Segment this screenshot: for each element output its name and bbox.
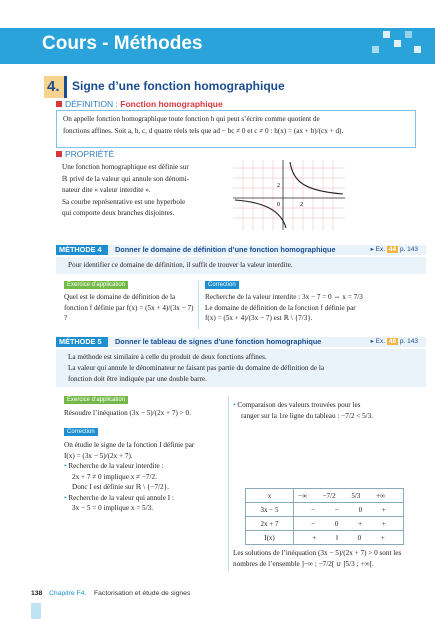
sign-table-value: +	[381, 519, 386, 528]
footer-chapter: Chapitre F4.	[49, 590, 87, 597]
sign-table-row	[246, 517, 404, 531]
method4-reference[interactable]	[371, 245, 418, 255]
sign-table-cell	[294, 489, 404, 503]
method5-correction-right	[233, 400, 418, 421]
sign-table-value: −7/2	[322, 491, 336, 500]
graph-grid	[233, 160, 345, 230]
exercise-line: fonction f définie par f(x) = (5x + 4)/(3x − 7) ?	[64, 303, 194, 322]
correction-line: f(x) = (5x + 4)/(3x − 7) est ℝ \ {7/3}.	[205, 314, 313, 322]
method5-divider	[228, 396, 229, 571]
conclusion-line: nombres de l’ensemble ]−∞ ; −7/2[ ∪ ]5/3 ; +∞[.	[233, 559, 374, 568]
sign-table-row	[246, 503, 404, 517]
sign-table-value: +	[381, 505, 386, 514]
bullet-icon: •	[64, 493, 69, 502]
correction-line: Le domaine de définition de la fonction f définie par	[205, 303, 356, 312]
correction-line: 2x + 7 ≠ 0 implique x ≠ −7/2.	[72, 472, 157, 481]
definition-name: Fonction homographique	[120, 99, 223, 109]
decor-square	[372, 46, 379, 53]
sign-table-value: 5/3	[351, 491, 361, 500]
method4-ref-prefix: Ex.	[375, 246, 386, 253]
page-title: Cours - Méthodes	[42, 33, 203, 54]
sign-table-cell	[294, 517, 404, 531]
method4-correction-tag: Correction	[205, 281, 239, 289]
method4-exercise	[64, 292, 194, 324]
definition-heading	[65, 99, 223, 109]
intro-line: fonction doit être indiquée par une double barre.	[68, 375, 207, 383]
conclusion-line: Les solutions de l’inéquation (3x − 5)/(2x + 7) > 0 sont les	[233, 549, 402, 557]
definition-box	[56, 110, 416, 148]
correction-line	[64, 461, 224, 472]
reference-arrow-icon: ▸	[370, 246, 374, 253]
property-heading: PROPRIÉTÉ	[65, 149, 115, 159]
graph-y-tick: 2	[277, 183, 280, 189]
definition-line-1: On appelle fonction homographique toute fonction h qui peut s’écrire comme quotient de	[63, 115, 320, 123]
method4-title: Donner le domaine de définition d’une fonction homographique	[115, 245, 336, 254]
section-number-bar	[64, 76, 67, 98]
method4-ref-num: 44	[388, 246, 397, 253]
sign-table-value: +	[380, 533, 385, 542]
footer-bar	[31, 603, 41, 619]
method4-label: MÉTHODE 4	[56, 245, 108, 255]
correction-line	[64, 493, 224, 504]
property-line: Une fonction homographique est définie sur	[62, 163, 189, 171]
correction-text: Recherche de la valeur interdite :	[68, 462, 164, 470]
method4-correction	[205, 292, 420, 324]
method5-ref-num: 48	[388, 338, 397, 345]
method5-correction-left	[64, 440, 224, 514]
sign-table-value: −∞	[298, 491, 307, 500]
bullet-icon: •	[233, 401, 238, 409]
sign-table-header	[246, 489, 404, 503]
sign-table-value: −	[334, 505, 339, 514]
method4-ref-page: p. 143	[399, 246, 418, 253]
correction-line: Donc I est définie sur ℝ \ {−7/2}.	[72, 483, 169, 491]
sign-table-value: ‖	[335, 533, 338, 542]
method5-label: MÉTHODE 5	[56, 337, 108, 347]
method5-reference[interactable]	[371, 337, 418, 347]
graph-x-tick: 2	[300, 202, 303, 208]
property-line: ℝ privé de la valeur qui annule son dénomi-	[62, 174, 190, 183]
sign-table-value: 0	[357, 533, 362, 542]
hyperbola-graph	[233, 160, 345, 230]
definition-marker	[56, 101, 62, 107]
correction-line: ranger sur la 1re ligne du tableau : −7/2 < 5/3.	[241, 411, 374, 420]
method5-ref-page: p. 143	[399, 338, 418, 345]
sign-table-cell	[294, 503, 404, 517]
sign-table-value: +∞	[376, 491, 386, 500]
bullet-icon: •	[64, 462, 69, 470]
sign-table-cell: x	[246, 489, 294, 503]
sign-table-cell: 2x + 7	[246, 517, 294, 531]
method4-divider	[198, 281, 199, 329]
method5-intro	[56, 349, 426, 387]
page-number: 138	[31, 590, 43, 597]
property-line: qui comporte deux branches disjointes.	[62, 209, 175, 217]
intro-line: La valeur qui annule le dénominateur ne faisant pas partie du domaine de définition de la	[68, 364, 325, 372]
graph-origin: 0	[277, 202, 280, 208]
decor-square	[414, 46, 421, 53]
property-text	[56, 160, 218, 220]
definition-line-2: fonctions affines. Soit a, b, c, d quatre réels tels que ad − bc ≠ 0 et c ≠ 0 : h(x) = (ax + b)/(cx + d).	[63, 127, 344, 135]
sign-table-value: −	[311, 505, 316, 514]
decor-square	[394, 40, 401, 47]
correction-line: 3x − 5 = 0 implique x = 5/3.	[72, 504, 154, 512]
footer-subtitle: Factorisation et étude de signes	[94, 590, 191, 597]
decor-square	[383, 31, 390, 38]
method5-ref-prefix: Ex.	[375, 338, 386, 345]
property-line: Sa courbe représentative est une hyperbole	[62, 197, 186, 206]
method5-correction-tag: Correction	[64, 428, 98, 436]
correction-text: Comparaison des valeurs trouvées pour les	[237, 401, 361, 409]
method5-exercise-tag: Exercice d’application	[64, 396, 128, 404]
method5-conclusion	[233, 548, 423, 569]
correction-line: I(x) = (3x − 5)/(2x + 7).	[64, 451, 133, 460]
property-marker	[56, 151, 62, 157]
sign-table	[245, 488, 404, 545]
correction-line	[233, 400, 418, 411]
correction-text: Recherche de la valeur qui annule I :	[68, 493, 174, 502]
method5-exercise: Résoudre l’inéquation (3x − 5)/(2x + 7) > 0.	[64, 409, 191, 417]
reference-arrow-icon: ▸	[370, 338, 374, 345]
sign-table-value: 0	[358, 505, 363, 514]
correction-line: Recherche de la valeur interdite : 3x − 7 = 0 ⇔ x = 7/3	[205, 293, 363, 301]
method4-intro: Pour identifier ce domaine de définition, il suffit de trouver la valeur interdite.	[56, 257, 426, 274]
sign-table-cell	[294, 531, 404, 545]
intro-line: La méthode est similaire à celle du produit de deux fonctions affines.	[68, 353, 267, 361]
sign-table-value: +	[312, 533, 317, 542]
method4-exercise-tag: Exercice d’application	[64, 281, 128, 289]
sign-table-cell: 3x − 5	[246, 503, 294, 517]
method5-title: Donner le tableau de signes d’une fonction homographique	[115, 337, 322, 346]
section-number: 4.	[44, 76, 64, 98]
property-line: nateur dite « valeur interdite ».	[62, 186, 151, 194]
exercise-line: Quel est le domaine de définition de la	[64, 293, 176, 301]
sign-table-value: 0	[334, 519, 339, 528]
section-title: Signe d’une fonction homographique	[72, 79, 285, 93]
sign-table-value: −	[311, 519, 316, 528]
sign-table-row	[246, 531, 404, 545]
correction-line: On étudie le signe de la fonction I définie par	[64, 441, 195, 449]
sign-table-value: +	[358, 519, 363, 528]
decor-square	[405, 31, 412, 38]
definition-label: DÉFINITION :	[65, 99, 121, 109]
sign-table-cell: I(x)	[246, 531, 294, 545]
